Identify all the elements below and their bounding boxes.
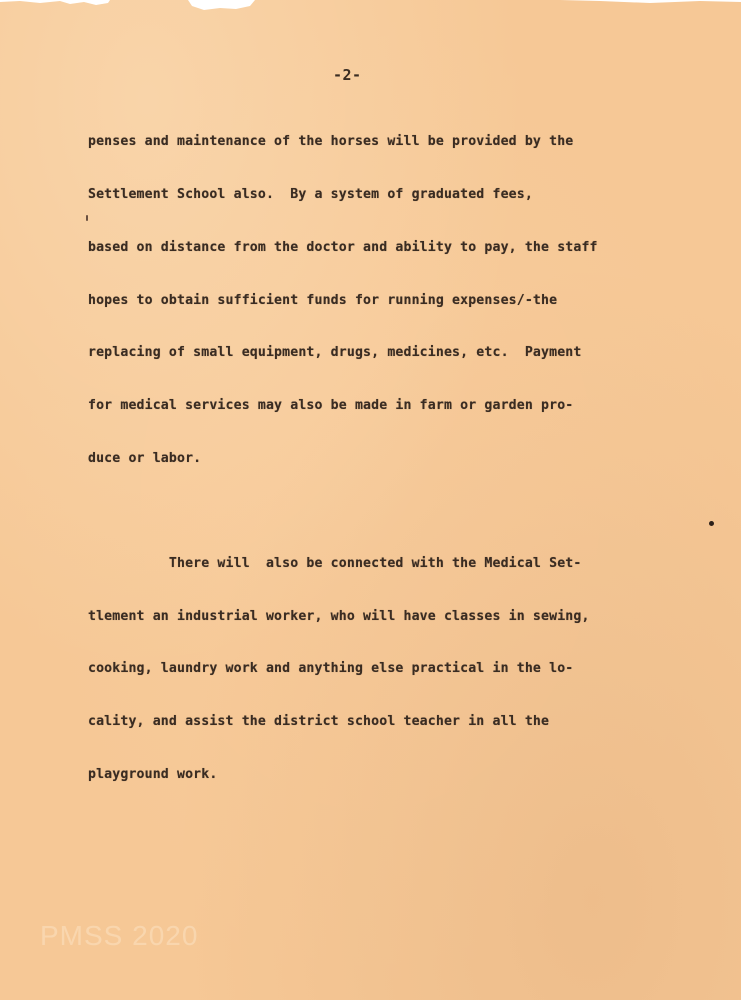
paper-speck	[709, 521, 714, 526]
watermark: PMSS 2020	[40, 920, 199, 951]
text-line: penses and maintenance of the horses will be provided by the	[88, 134, 574, 150]
text-line: tlement an industrial worker, who will have classes in sewing,	[88, 608, 590, 624]
text-line: Settlement School also. By a system of graduated fees,	[88, 186, 533, 202]
text-line: cality, and assist the district school teacher in all the	[88, 714, 550, 730]
paragraph-1	[88, 98, 688, 503]
typed-body-text	[88, 98, 688, 819]
text-line: duce or labor.	[88, 450, 202, 466]
text-line: replacing of small equipment, drugs, medicines, etc. Payment	[88, 345, 582, 361]
text-line: based on distance from the doctor and ability to pay, the staff	[88, 239, 598, 255]
page-number: -2-	[333, 66, 362, 84]
torn-top-edge	[0, 0, 741, 14]
text-line: playground work.	[88, 766, 218, 782]
text-line: for medical services may also be made in farm or garden pro-	[88, 398, 574, 414]
text-line: cooking, laundry work and anything else practical in the lo-	[88, 661, 574, 677]
paragraph-2	[88, 520, 688, 819]
text-line: hopes to obtain sufficient funds for running expenses/-the	[88, 292, 558, 308]
paper-speck	[86, 215, 88, 221]
text-line: There will also be connected with the Medical Set-	[88, 555, 582, 571]
